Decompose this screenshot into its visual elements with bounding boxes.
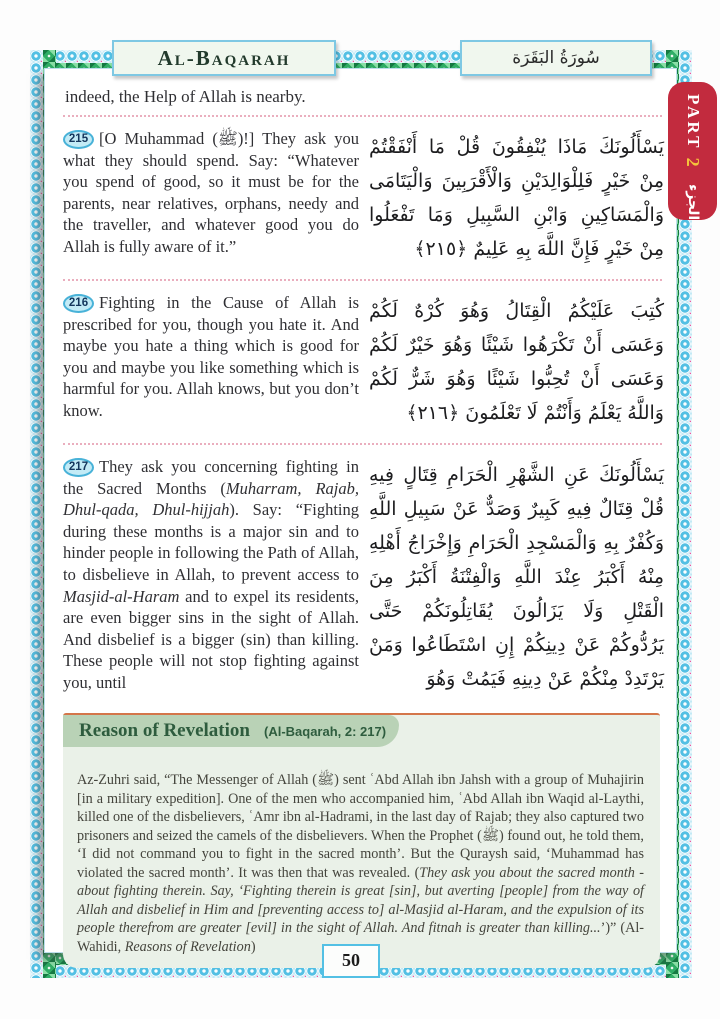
verse-arabic-217: يَسْأَلُونَكَ عَنِ الشَّهْرِ الْحَرَامِ قِتَالٍ فِيهِ قُلْ قِتَالٌ فِيهِ كَبِيرٌ وَصَدٌّ عَنْ سَبِيلِ اللَّهِ وَكُفْرٌ بِهِ وَالْمَسْجِدِ الْحَرَامِ وَإِخْرَاجُ أَهْلِهِ مِنْهُ أَكْبَرُ عِنْدَ اللَّهِ وَالْفِتْنَةُ أَكْبَرُ مِنَ الْقَتْلِ وَلَا يَزَالُونَ يُقَاتِلُونَكُمْ حَتَّى يَرُدُّوكُمْ عَنْ دِينِكُمْ إِنِ اسْتَطَاعُوا وَمَنْ يَرْتَدِدْ مِنْكُمْ عَنْ دِينِهِ فَيَمُتْ وَهُوَ (369, 464, 664, 690)
part-number: 2 (683, 157, 703, 170)
verse-number-badge: 216 (63, 294, 94, 313)
juz-label-arabic: الجزء (685, 184, 701, 221)
surah-name-box-english (112, 40, 336, 76)
reason-of-revelation-header (63, 715, 399, 747)
surah-name-box-arabic (460, 40, 652, 76)
content-panel (44, 68, 677, 953)
verse-arabic-215: يَسْأَلُونَكَ مَاذَا يُنْفِقُونَ قُلْ مَا أَنْفَقْتُمْ مِنْ خَيْرٍ فَلِلْوَالِدَيْنِ وَالْأَقْرَبِينَ وَالْيَتَامَى وَالْمَسَاكِينِ وَابْنِ السَّبِيلِ وَمَا تَفْعَلُوا مِنْ خَيْرٍ فَإِنَّ اللَّهَ بِهِ عَلِيمٌ ﴿٢١٥﴾ (369, 136, 664, 260)
page-number: 50 (342, 950, 360, 970)
frame-pattern-blue (30, 50, 43, 978)
verse-translation-text: They ask you concerning fighting in the Sacred Months (Muharram, Rajab, Dhul-qada, Dhul-hijjah). Say: “Fighting during these months is a major sin and to hinder people in following the Path of Allah, to disbelieve in Allah, to prevent access to Masjid-al-Haram and to expel its residents, are even bigger sins in the sight of Allah. And disbelief is a bigger (sin) than killing. These people will not stop fighting against you, until (63, 457, 359, 692)
reason-of-revelation-box (63, 713, 660, 968)
verse-section-216 (63, 287, 664, 437)
verse-section-217 (63, 451, 664, 703)
section-divider (63, 115, 662, 117)
part-ribbon (668, 82, 717, 220)
verse-number-badge: 217 (63, 458, 94, 477)
reason-body-text: Az-Zuhri said, “The Messenger of Allah (ﷺ) sent ʿAbd Allah ibn Jahsh with a group of Muhajirin [in a military expedition]. One of the men who accompanied him, ʿAbd Allah ibn Waqid al-Laythi, killed one of the disbelievers, ʿAmr ibn al-Hadrami, in the last day of Rajab; they also captured two prisoners and seized the camels of the disbelievers. When the Prophet (ﷺ) found out, he told them, ‘I did not command you to fight in the sacred month’. But the Quraysh said, ‘Muhammad has violated the sacred month’. It was then that was revealed. (They ask you about the sacred month - about fighting therein. Say, ‘Fighting therein is great [sin], but averting [people] from the way of Allah and disbelief in Him and [preventing access to] al-Masjid al-Haram, and the expulsion of its people therefrom are greater [evil] in the sight of Allah. And fitnah is greater than killing...’)” (Al-Wahidi, Reasons of Revelation) (77, 772, 645, 955)
surah-name-english: Al-Baqarah (157, 45, 291, 70)
section-divider (63, 279, 662, 281)
verse-arabic-216: كُتِبَ عَلَيْكُمُ الْقِتَالُ وَهُوَ كُرْهٌ لَكُمْ وَعَسَى أَنْ تَكْرَهُوا شَيْئًا وَهُوَ خَيْرٌ لَكُمْ وَعَسَى أَنْ تُحِبُّوا شَيْئًا وَهُوَ شَرٌّ لَكُمْ وَاللَّهُ يَعْلَمُ وَأَنْتُمْ لَا تَعْلَمُونَ ﴿٢١٦﴾ (369, 300, 664, 424)
verse-translation-216 (63, 292, 359, 430)
verse-number-badge: 215 (63, 130, 94, 149)
page-number-box (322, 944, 380, 978)
verse-translation-text: Fighting in the Cause of Allah is prescribed for you, though you hate it. And maybe you hate a thing which is good for you and maybe you like something which is harmful for you. Allah knows, but you don’t know. (63, 293, 359, 420)
verse-translation-217 (63, 456, 359, 696)
part-label: PART (684, 94, 703, 151)
surah-name-arabic: سُورَةُ البَقَرَة (512, 48, 600, 68)
reason-reference: (Al-Baqarah, 2: 217) (263, 723, 387, 739)
section-divider (63, 443, 662, 445)
part-ribbon-text (682, 94, 703, 220)
continuation-text: indeed, the Help of Allah is nearby. (65, 87, 306, 106)
verse-section-215 (63, 123, 664, 273)
reason-title: Reason of Revelation (79, 720, 250, 741)
verse-translation-215 (63, 128, 359, 266)
verse-translation-text: [O Muhammad (ﷺ)!] They ask you what they should spend. Say: “Whatever you spend of good, so it must be for the parents, near relatives, orphans, needy and the traveller, and whatever good you do Allah is fully aware of it.” (63, 129, 359, 256)
